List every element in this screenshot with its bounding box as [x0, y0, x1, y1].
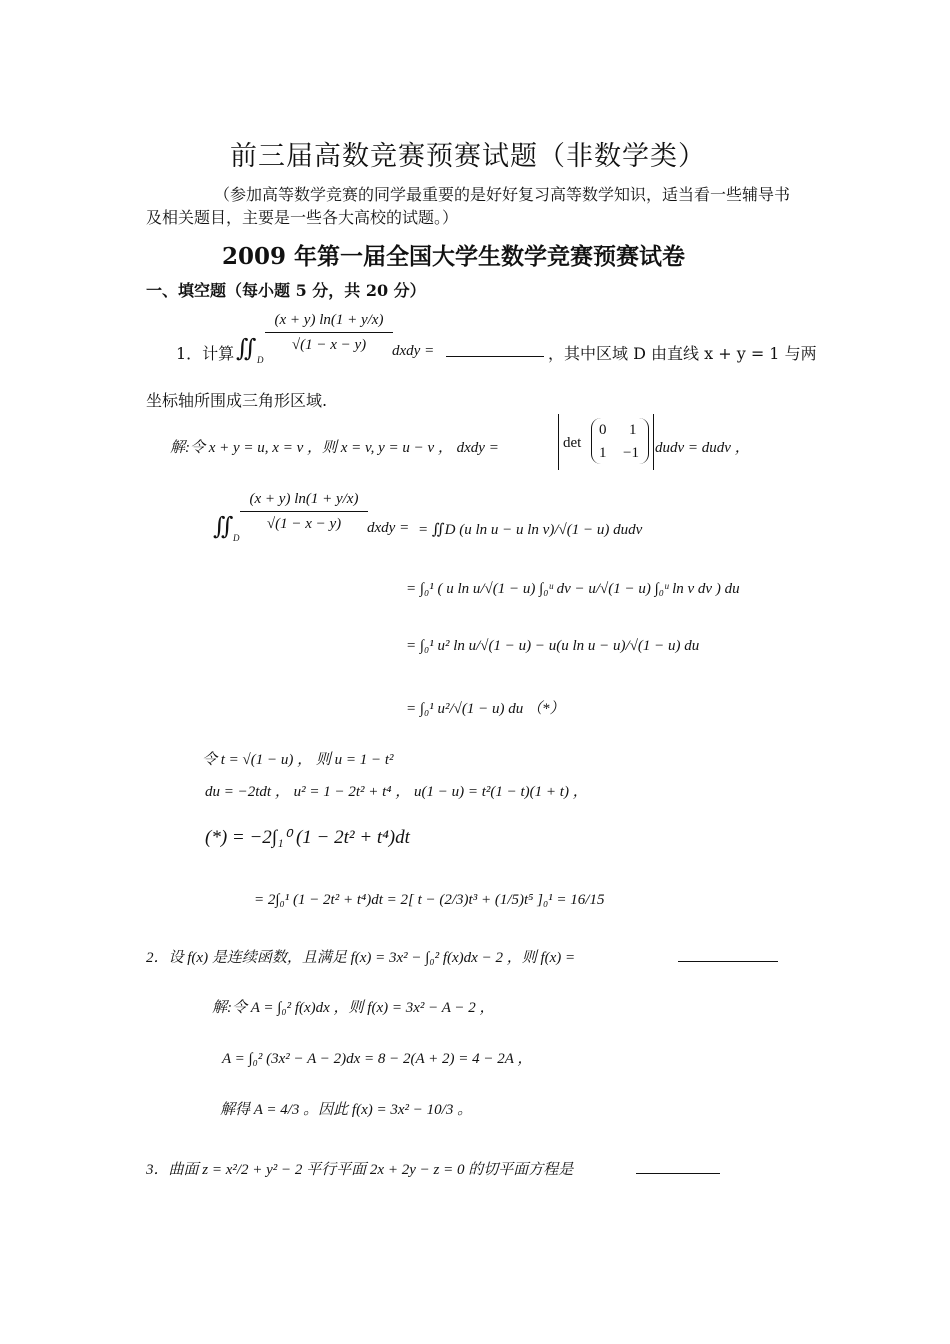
exam-title: 2009 年第一届全国大学生数学竞赛预赛试卷	[222, 243, 686, 270]
solution-eq1: = ∬D (u ln u − u ln v)/√(1 − u) dudv	[418, 522, 643, 538]
q1-fraction	[265, 312, 393, 354]
q1-denominator-2: √(1 − x − y)	[266, 516, 342, 532]
answer-blank-1	[446, 356, 544, 357]
solution-eq3: = ∫₀¹ u² ln u/√(1 − u) − u(u ln u − u)/√(1 − u) du	[406, 638, 700, 654]
matrix-a21: 1	[599, 445, 607, 461]
intro-note-line1: （参加高等数学竞赛的同学最重要的是好好复习高等数学知识，适当看一些辅导书	[214, 185, 791, 204]
q1-text-after: ，其中区域 D 由直线 x + y = 1 与两	[548, 344, 817, 363]
q1-denominator: √(1 − x − y)	[291, 337, 367, 353]
region-subscript: D	[257, 355, 264, 365]
region-subscript-2: D	[233, 533, 240, 543]
q1-numerator-2: (x + y) ln(1 + y/x)	[240, 491, 368, 512]
answer-blank-3	[636, 1173, 720, 1174]
double-integral-symbol-2: ∬	[213, 512, 234, 540]
substitution-line2: du = −2tdt ， u² = 1 − 2t² + t⁴ ， u(1 − u) = t²(1 − t)(1 + t) ，	[205, 784, 588, 800]
page-title: 前三届高数竞赛预赛试题（非数学类）	[230, 141, 706, 172]
intro-note-line2: 及相关题目，主要是一些各大高校的试题。）	[146, 208, 459, 227]
q2-solution-line3: 解得 A = 4/3 。因此 f(x) = 3x² − 10/3 。	[220, 1102, 473, 1118]
matrix-a22: −1	[623, 445, 639, 461]
q1-numerator: (x + y) ln(1 + y/x)	[265, 312, 393, 333]
q1-text-line2: 坐标轴所围成三角形区域.	[146, 391, 328, 410]
final-result: = 2∫₀¹ (1 − 2t² + t⁴)dt = 2[ t − (2/3)t³ + (1/5)t⁵ ]₀¹ = 16/15	[254, 892, 605, 908]
matrix-a12: 1	[629, 422, 637, 438]
answer-blank-2	[678, 961, 778, 962]
det-label: det	[563, 435, 582, 451]
star-integral: (*) = −2∫₁⁰ (1 − 2t² + t⁴)dt	[205, 827, 410, 848]
q2-solution-line2: A = ∫₀² (3x² − A − 2)dx = 8 − 2(A + 2) = 4 − 2A ，	[222, 1051, 533, 1067]
q1-dxdy: dxdy =	[392, 343, 435, 359]
q1-solution-line1: 解:令 x + y = u, x = v ，则 x = v, y = u − v ， dxdy =	[170, 440, 499, 456]
section-heading: 一、填空题（每小题 5 分，共 20 分）	[146, 281, 426, 300]
dxdy-2: dxdy =	[367, 520, 410, 536]
solution-eq2: = ∫₀¹ ( u ln u/√(1 − u) ∫₀ᵘ dv − u/√(1 − u) ∫₀ᵘ ln v dv ) du	[406, 581, 740, 597]
q1-label: 1．计算	[176, 344, 235, 363]
q1-fraction-2	[240, 491, 368, 533]
jacobian-determinant	[558, 414, 654, 470]
double-integral-symbol: ∬	[236, 334, 257, 362]
substitution-line1: 令 t = √(1 − u) ， 则 u = 1 − t²	[202, 752, 394, 768]
solution-eq4: = ∫₀¹ u²/√(1 − u) du （*）	[406, 701, 565, 717]
q2-solution-line1: 解:令 A = ∫₀² f(x)dx ，则 f(x) = 3x² − A − 2 ，	[212, 1000, 495, 1016]
matrix-a11: 0	[599, 422, 607, 438]
q3-text: 3．曲面 z = x²/2 + y² − 2 平行平面 2x + 2y − z = 0 的切平面方程是	[146, 1162, 574, 1178]
dudv-result: dudv = dudv ，	[655, 440, 750, 456]
q2-text: 2．设 f(x) 是连续函数，且满足 f(x) = 3x² − ∫₀² f(x)dx − 2 ，则 f(x) =	[146, 950, 576, 966]
